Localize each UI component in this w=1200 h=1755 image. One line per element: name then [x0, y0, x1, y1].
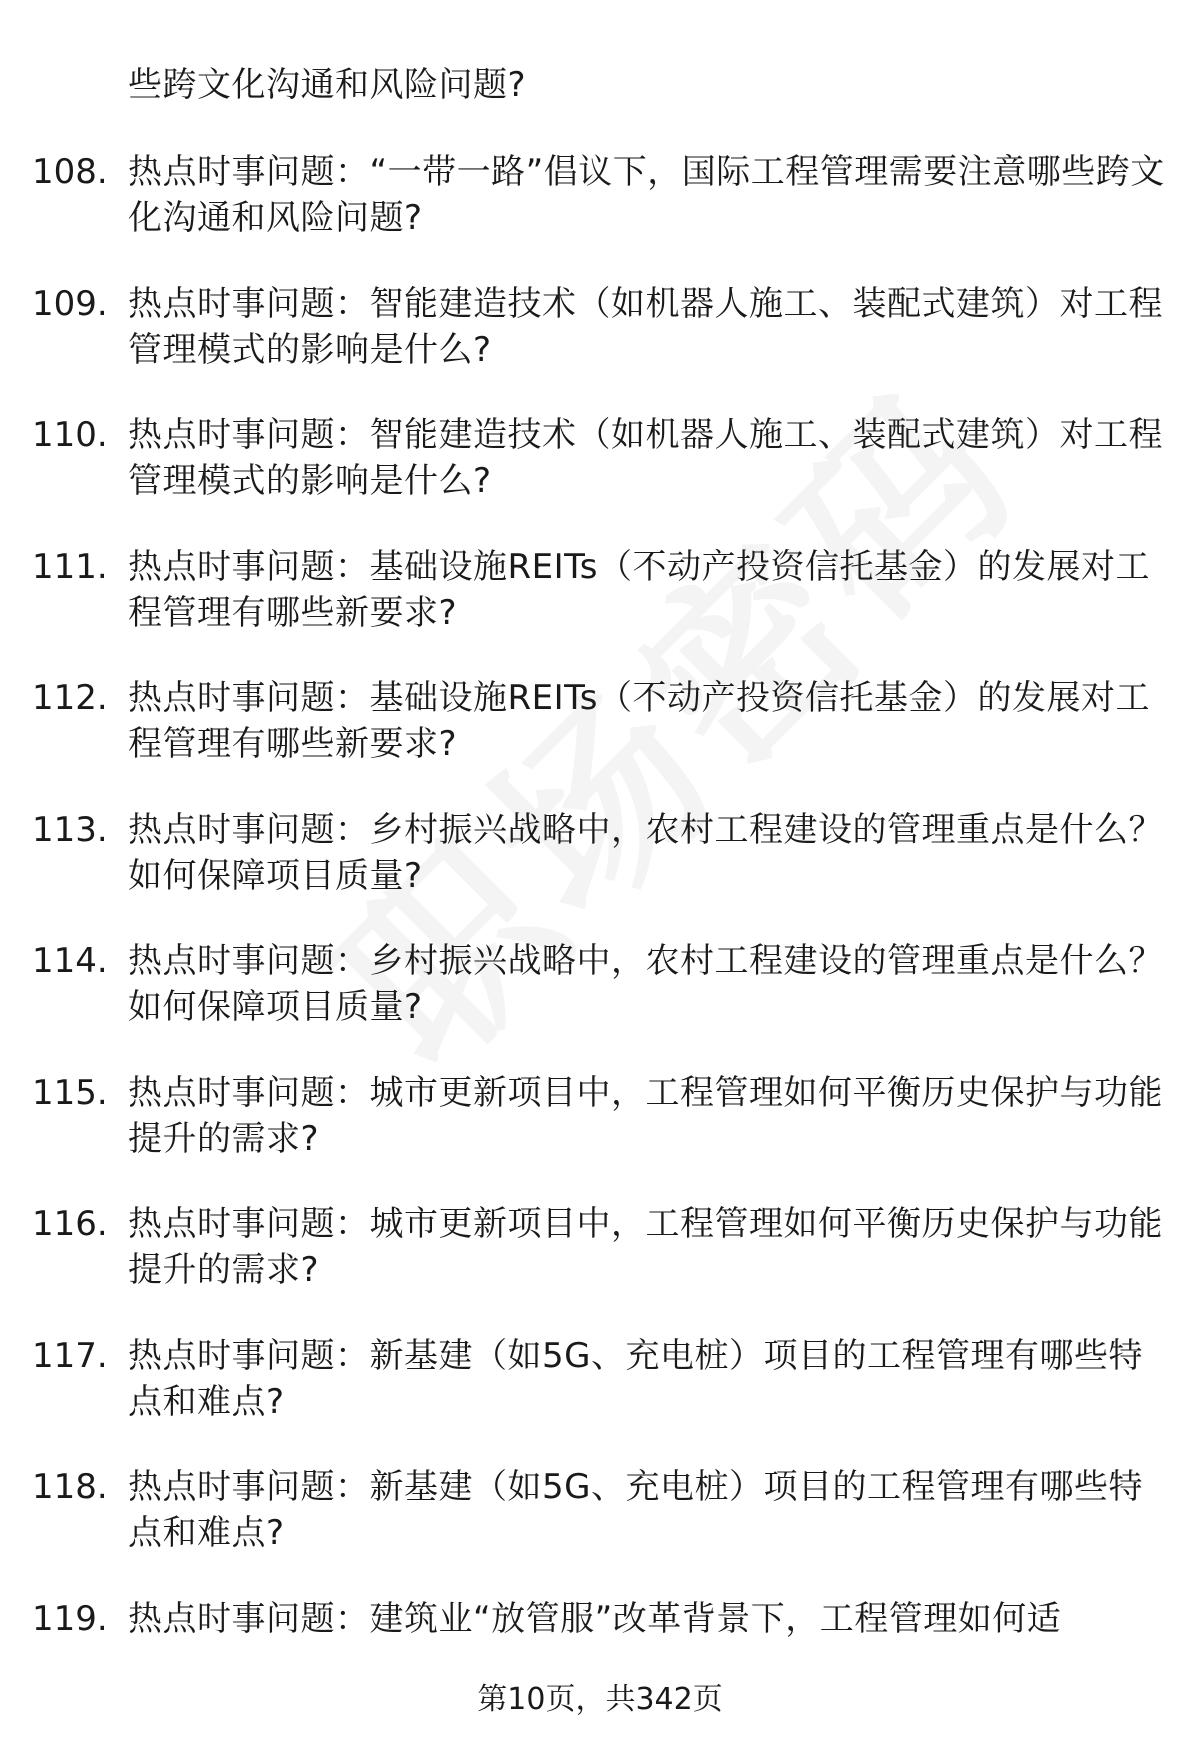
question-number: 119.: [32, 1598, 108, 1639]
question-number: 113.: [32, 809, 108, 850]
question-number: 114.: [32, 941, 108, 981]
question-text: 热点时事问题：新基建（如5G、充电桩）项目的工程管理有哪些特点和难点?: [128, 1335, 1143, 1422]
question-text: 热点时事问题：乡村振兴战略中，农村工程建设的管理重点是什么？如何保障项目质量?: [128, 809, 1163, 896]
question-number: 116.: [32, 1204, 108, 1244]
question-text: 热点时事问题：基础设施REITs（不动产投资信托基金）的发展对工程管理有哪些新要求?: [128, 546, 1150, 633]
list-item: [0, 1070, 1200, 1202]
list-item: [0, 675, 1200, 807]
list-item: [0, 1333, 1200, 1465]
list-item: [0, 149, 1200, 281]
question-number: 110.: [32, 415, 108, 455]
question-text: 热点时事问题：乡村振兴战略中，农村工程建设的管理重点是什么？如何保障项目质量?: [128, 941, 1163, 1027]
question-text: 热点时事问题：建筑业“放管服”改革背景下，工程管理如何适: [128, 1598, 1062, 1639]
list-item: [0, 1464, 1200, 1596]
list-item: [0, 412, 1200, 544]
question-number: 108.: [32, 152, 108, 192]
question-number: 117.: [32, 1335, 108, 1376]
list-item: [0, 1201, 1200, 1333]
question-number: 118.: [32, 1467, 108, 1507]
question-text: 热点时事问题：智能建造技术（如机器人施工、装配式建筑）对工程管理模式的影响是什么?: [128, 283, 1163, 370]
question-number: 109.: [32, 283, 108, 324]
question-text: 热点时事问题：城市更新项目中，工程管理如何平衡历史保护与功能提升的需求?: [128, 1072, 1163, 1159]
question-number: 112.: [32, 678, 108, 718]
question-text: 些跨文化沟通和风险问题?: [128, 65, 527, 105]
question-number: 115.: [32, 1072, 108, 1113]
page-footer: [0, 1680, 1200, 1720]
list-item: [0, 807, 1200, 939]
question-number: 111.: [32, 546, 108, 587]
question-text: 热点时事问题：城市更新项目中，工程管理如何平衡历史保护与功能提升的需求?: [128, 1204, 1163, 1290]
question-list: [0, 62, 1200, 1727]
question-text: 热点时事问题：智能建造技术（如机器人施工、装配式建筑）对工程管理模式的影响是什么?: [128, 415, 1163, 501]
question-text: 热点时事问题：“一带一路”倡议下，国际工程管理需要注意哪些跨文化沟通和风险问题?: [128, 152, 1165, 238]
page-number-label: 第10页，共342页: [477, 1682, 723, 1717]
question-text: 热点时事问题：新基建（如5G、充电桩）项目的工程管理有哪些特点和难点?: [128, 1467, 1143, 1553]
list-item: [0, 544, 1200, 676]
question-text: 热点时事问题：基础设施REITs（不动产投资信托基金）的发展对工程管理有哪些新要求?: [128, 678, 1150, 764]
list-item-continuation: [0, 62, 1200, 149]
list-item: [0, 281, 1200, 413]
list-item: [0, 938, 1200, 1070]
